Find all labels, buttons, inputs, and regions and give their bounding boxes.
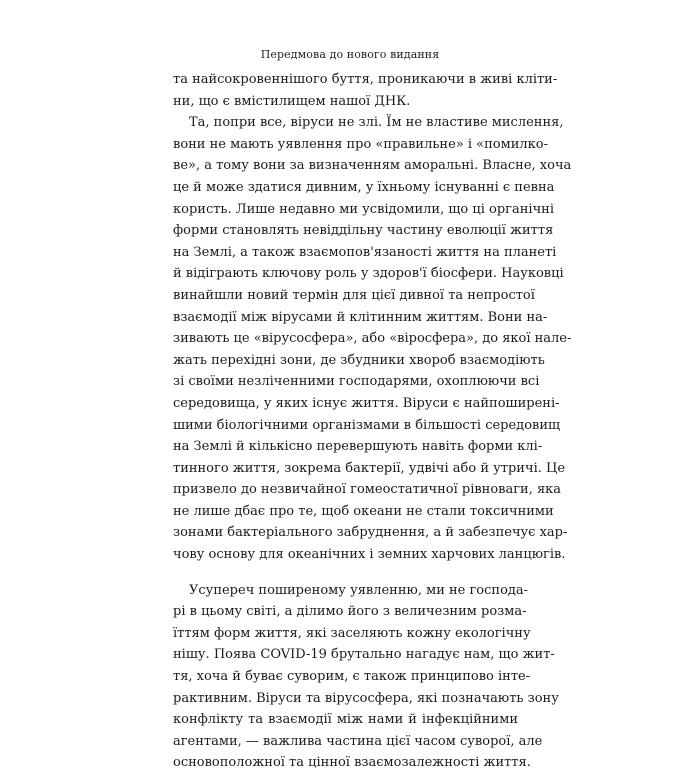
text-line: призвело до незвичайної гомеостатичної рівноваги, яка	[173, 482, 562, 498]
text-line: не лише дбає про те, щоб океани не стали токсичними	[173, 503, 554, 519]
text-line: нішу. Поява COVID-19 брутально нагадує нам, що жит-	[173, 647, 555, 663]
text-line: рі в цьому світі, а ділимо його з величезним розма-	[173, 604, 527, 620]
text-line: та найсокровеннішого буття, проникаючи в живі клiти-	[173, 72, 558, 87]
text-line: чову основу для океанічних і земних харчових ланцюгів.	[173, 547, 566, 563]
text-line: винайшли новий термін для цієї дивної та непростої	[173, 287, 535, 303]
text-line: зі своїми незліченними господарями, охоплюючи всі	[173, 374, 540, 390]
text-line: конфлікту та взаємодії між нами й інфекційними	[173, 712, 518, 728]
text-line: це й може здатися дивним, у їхньому існуванні є певна	[173, 179, 555, 195]
text-line: ве», а тому вони за визначенням аморальні. Власне, хоча	[173, 158, 572, 174]
text-line: зонами бактеріального забруднення, а й забезпечує хар-	[173, 525, 568, 541]
text-line: агентами, — важлива частина цієї часом суворої, але	[173, 733, 543, 749]
text-line: основоположної та цінної взаємозалежності життя.	[173, 755, 531, 771]
text-line: жать перехідні зони, де збудники хвороб взаємодіють	[173, 352, 545, 368]
text-line: середовища, у яких існує життя. Віруси є найпоширені-	[173, 395, 560, 411]
text-line: ни, що є вмістилищем нашої ДНК.	[173, 93, 411, 109]
text-line: їттям форм життя, які заселяють кожну екологічну	[173, 625, 531, 641]
text-line: зивають це «вірусосфера», або «віросфера», до якої нале-	[173, 331, 572, 347]
text-line: вони не мають уявлення про «правильне» і «помилко-	[173, 136, 548, 152]
text-line: на Землі й кількісно перевершують навіть форми клі-	[173, 439, 543, 455]
text-line: Та, попри все, віруси не злі. Їм не властиве мислення,	[189, 115, 564, 131]
text-line: й відіграють ключову роль у здоров'ї біосфери. Науковці	[173, 266, 564, 282]
running-header: Передмова до нового видання	[260, 48, 440, 61]
text-line: рактивним. Віруси та вірусосфера, які позначають зону	[173, 690, 559, 706]
paragraph-gap	[173, 566, 518, 580]
text-line: тя, хоча й буває суворим, є також принципово інте-	[173, 669, 531, 685]
text-line: на Землі, а також взаємопов'язаності життя на планеті	[173, 244, 557, 260]
text-line: тинного життя, зокрема бактерії, удвічі або й утричі. Це	[173, 460, 566, 476]
text-line: користь. Лише недавно ми усвідомили, що ці органічні	[173, 201, 554, 217]
text-line: форми становлять невіддільну частину еволюції життя	[173, 223, 554, 239]
text-line: Усупереч поширеному уявленню, ми не господа-	[189, 582, 529, 598]
text-line: шими біологічними організмами в більшості середовищ	[173, 417, 561, 433]
text-line: взаємодії між вірусами й клітинним життям. Вони на-	[173, 309, 548, 325]
body-text	[173, 69, 572, 774]
